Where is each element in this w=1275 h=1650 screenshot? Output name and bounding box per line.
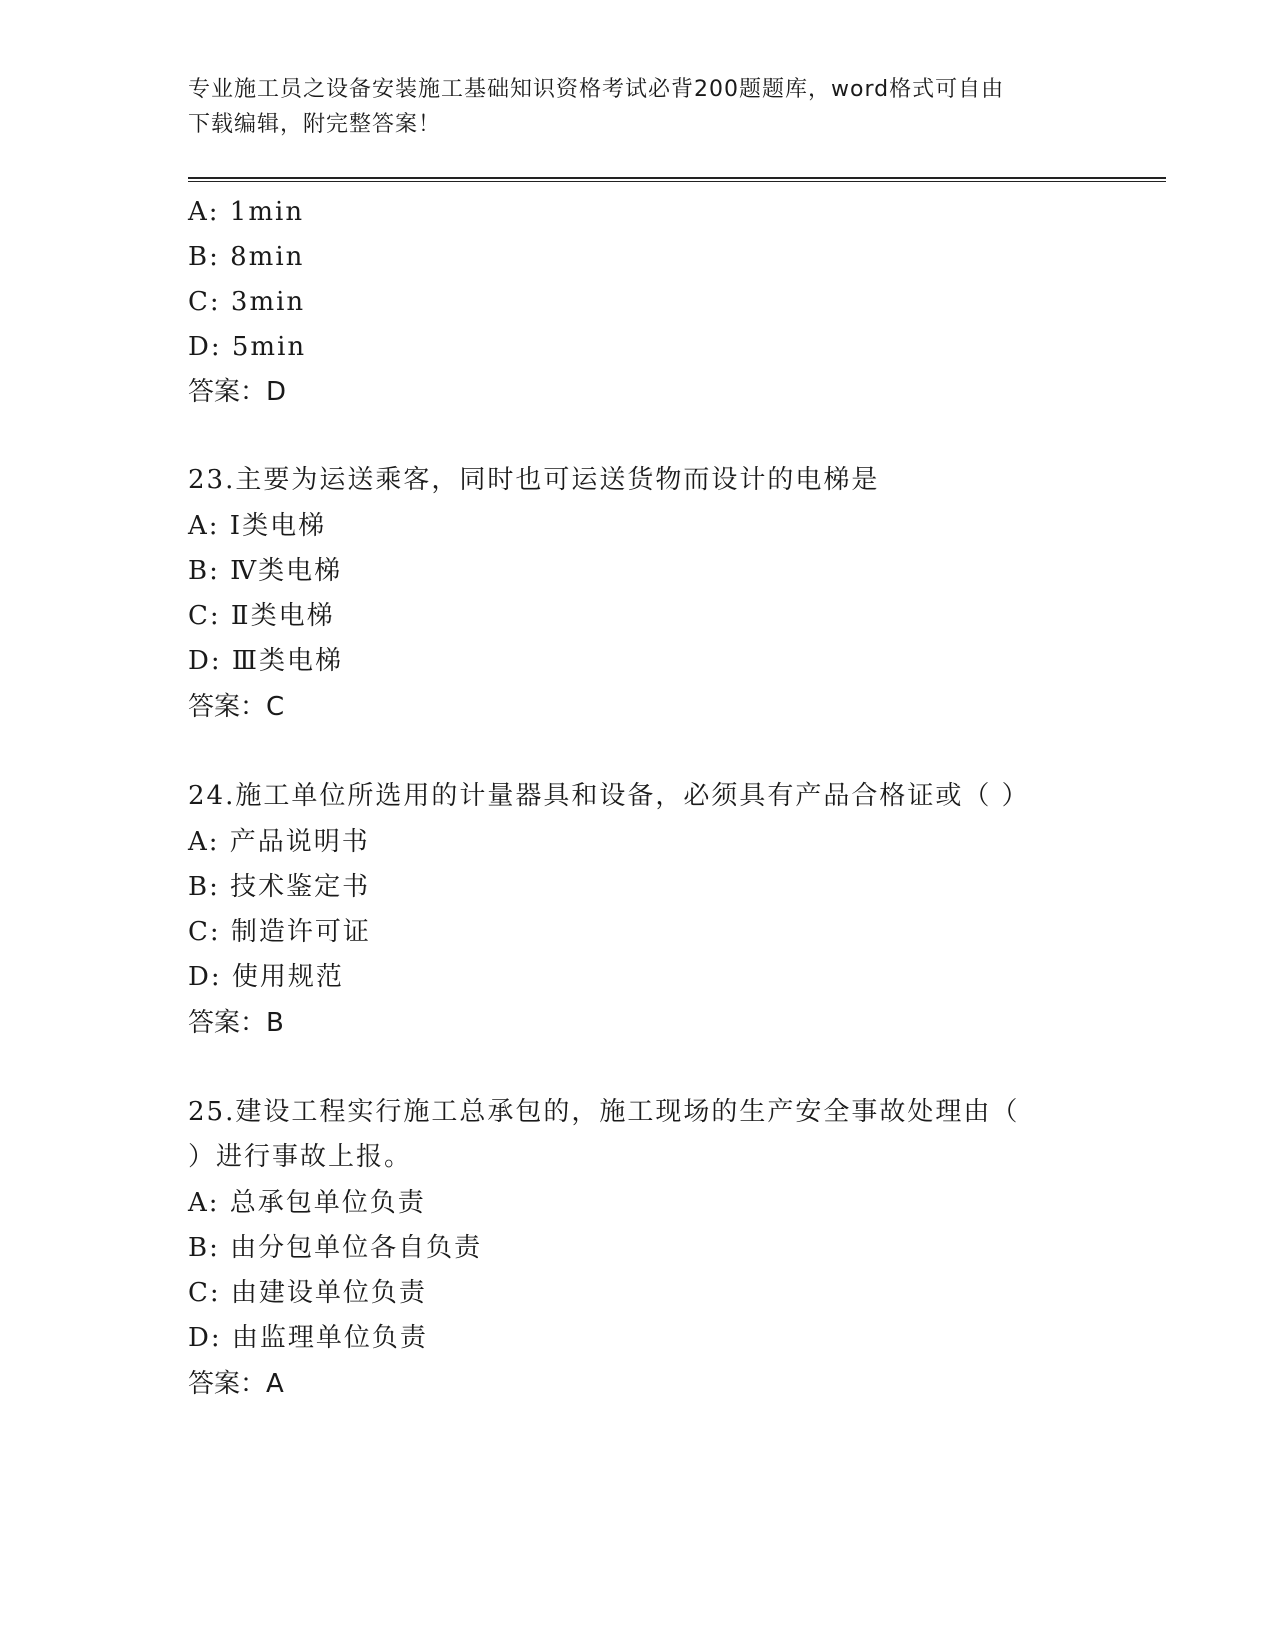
- q25-question-line-1: 25.建设工程实行施工总承包的，施工现场的生产安全事故处理由（: [188, 1097, 1020, 1127]
- q24-question: 24.施工单位所选用的计量器具和设备，必须具有产品合格证或（ ）: [188, 781, 1030, 811]
- q22-option-b: B: 8min: [188, 242, 305, 272]
- q23-answer: 答案：C: [188, 692, 285, 722]
- q23-option-c: C: Ⅱ类电梯: [188, 601, 335, 631]
- q22-answer: 答案：D: [188, 377, 287, 407]
- q25-option-a: A: 总承包单位负责: [188, 1188, 426, 1218]
- q24-option-c: C: 制造许可证: [188, 917, 371, 947]
- q22-option-d: D: 5min: [188, 332, 307, 362]
- q23-option-d: D: Ⅲ类电梯: [188, 646, 343, 676]
- header-divider: [188, 177, 1166, 182]
- header-line-2: 下载编辑，附完整答案！: [188, 112, 442, 137]
- page-header: [188, 72, 1068, 142]
- q22-option-a: A: 1min: [188, 197, 305, 227]
- q23-option-a: A: Ⅰ类电梯: [188, 511, 327, 541]
- header-line-1: 专业施工员之设备安装施工基础知识资格考试必背200题题库，word格式可自由: [188, 77, 1005, 102]
- q24-option-a: A: 产品说明书: [188, 827, 370, 857]
- q25-option-b: B: 由分包单位各自负责: [188, 1233, 483, 1263]
- q22-option-c: C: 3min: [188, 287, 306, 317]
- q25-option-c: C: 由建设单位负责: [188, 1278, 427, 1308]
- q25-option-d: D: 由监理单位负责: [188, 1323, 428, 1353]
- q24-option-d: D: 使用规范: [188, 962, 344, 992]
- q25-answer: 答案：A: [188, 1369, 284, 1399]
- q24-answer: 答案：B: [188, 1008, 284, 1038]
- q23-question: 23.主要为运送乘客，同时也可运送货物而设计的电梯是: [188, 465, 880, 495]
- q25-question-line-2: ）进行事故上报。: [188, 1142, 413, 1172]
- q24-option-b: B: 技术鉴定书: [188, 872, 371, 902]
- q23-option-b: B: Ⅳ类电梯: [188, 556, 343, 586]
